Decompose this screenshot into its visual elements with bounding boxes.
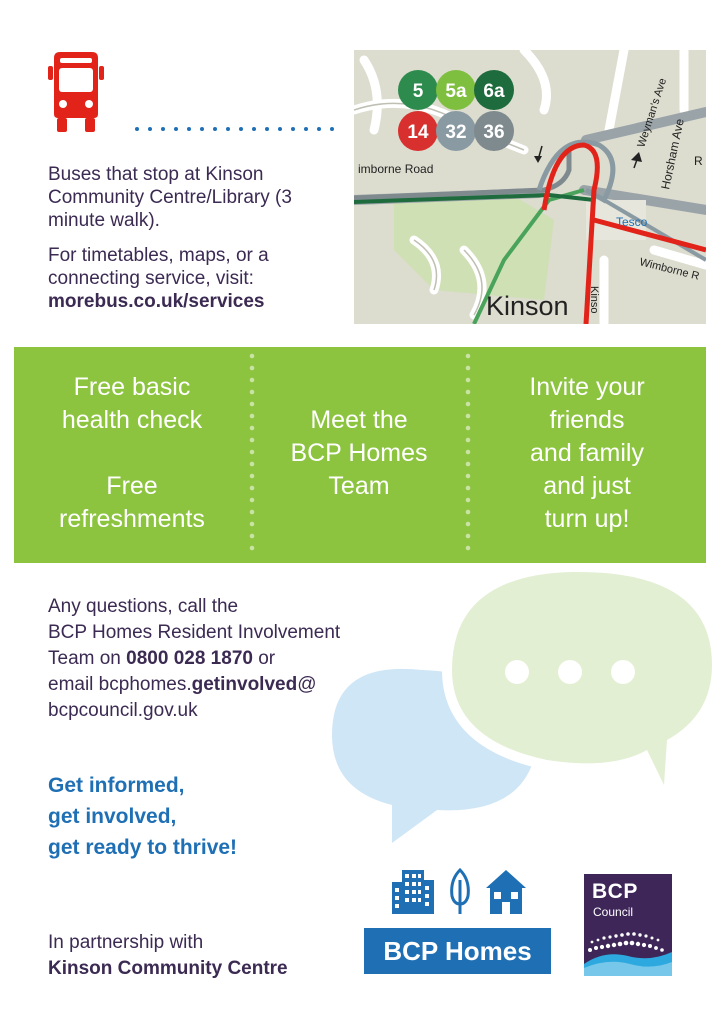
bus-info	[48, 163, 348, 313]
contact-info	[48, 594, 388, 724]
health-line-2: health check	[61, 406, 203, 434]
invite-line-5: turn up!	[544, 505, 630, 533]
tesco-label: Tesco	[616, 215, 648, 229]
street-weymans-ave: Weyman's Ave	[635, 76, 670, 149]
highlight-health-check	[14, 347, 250, 563]
email-at: @	[297, 674, 317, 695]
morebus-link[interactable]: morebus.co.uk/services	[48, 291, 265, 312]
route-5a: 5a	[445, 81, 467, 102]
invite-line-4: and just	[543, 472, 631, 500]
contact-line-4[interactable]	[48, 672, 388, 698]
highlight-invite	[468, 347, 706, 563]
bcp-council-logo	[584, 874, 672, 976]
route-map	[354, 50, 706, 324]
timetable-text: For timetables, maps, or a connecting service, visit:	[48, 245, 269, 289]
invite-line-2: friends	[549, 406, 625, 434]
homes-icons	[388, 866, 528, 916]
email-pre: email bcphomes.	[48, 674, 192, 695]
street-wimborne-road: imborne Road	[358, 162, 434, 176]
dotted-divider	[134, 126, 340, 132]
meet-line-3: Team	[328, 472, 390, 500]
tree-icon	[452, 870, 469, 914]
street-wimborne-r: Wimborne R	[638, 256, 701, 283]
contact-line-3	[48, 646, 388, 672]
invite-line-1: Invite your	[529, 373, 645, 401]
refreshments-line-1: Free	[106, 472, 158, 500]
event-highlights-band	[14, 347, 706, 563]
meet-line-1: Meet the	[310, 406, 408, 434]
health-line-1: Free basic	[73, 373, 191, 401]
partnership-label: In partnership with	[48, 932, 204, 953]
email-domain[interactable]: bcpcouncil.gov.uk	[48, 700, 198, 721]
slogan-line-1: Get informed,	[48, 774, 185, 797]
phone-number[interactable]: 0800 028 1870	[126, 648, 253, 669]
route-6a: 6a	[483, 81, 505, 102]
bus-description: Buses that stop at Kinson Community Centre/Library (3 minute walk).	[48, 164, 292, 231]
council-logo-bcp: BCP	[592, 880, 638, 903]
slogan-line-3: get ready to thrive!	[48, 836, 238, 859]
bus-icon	[48, 52, 104, 136]
email-bold: getinvolved	[191, 674, 298, 695]
bcp-homes-logo: BCP Homes	[364, 928, 551, 974]
slogan	[48, 770, 348, 863]
street-r: R	[694, 154, 703, 168]
route-36: 36	[483, 122, 505, 143]
meet-line-2: BCP Homes	[290, 439, 428, 467]
contact-line-1: Any questions, call the	[48, 596, 239, 617]
partnership-info	[48, 930, 348, 982]
contact-line-3-pre: Team on	[48, 648, 127, 669]
highlight-meet-team	[252, 347, 466, 563]
route-14: 14	[407, 122, 429, 143]
partner-name: Kinson Community Centre	[48, 958, 288, 979]
invite-line-3: and family	[530, 439, 644, 467]
contact-line-3-post: or	[252, 648, 276, 669]
slogan-line-2: get involved,	[48, 805, 177, 828]
route-5: 5	[412, 81, 424, 102]
contact-line-2: BCP Homes Resident Involvement	[48, 622, 341, 643]
route-32: 32	[445, 122, 467, 143]
council-logo-name: Council	[593, 905, 634, 919]
council-logo-graphic	[584, 920, 672, 976]
refreshments-line-2: refreshments	[59, 505, 205, 533]
street-kinso: Kinso	[588, 286, 600, 314]
kinson-label: Kinson	[486, 291, 569, 321]
street-horsham-ave: Horsham Ave	[658, 117, 687, 191]
